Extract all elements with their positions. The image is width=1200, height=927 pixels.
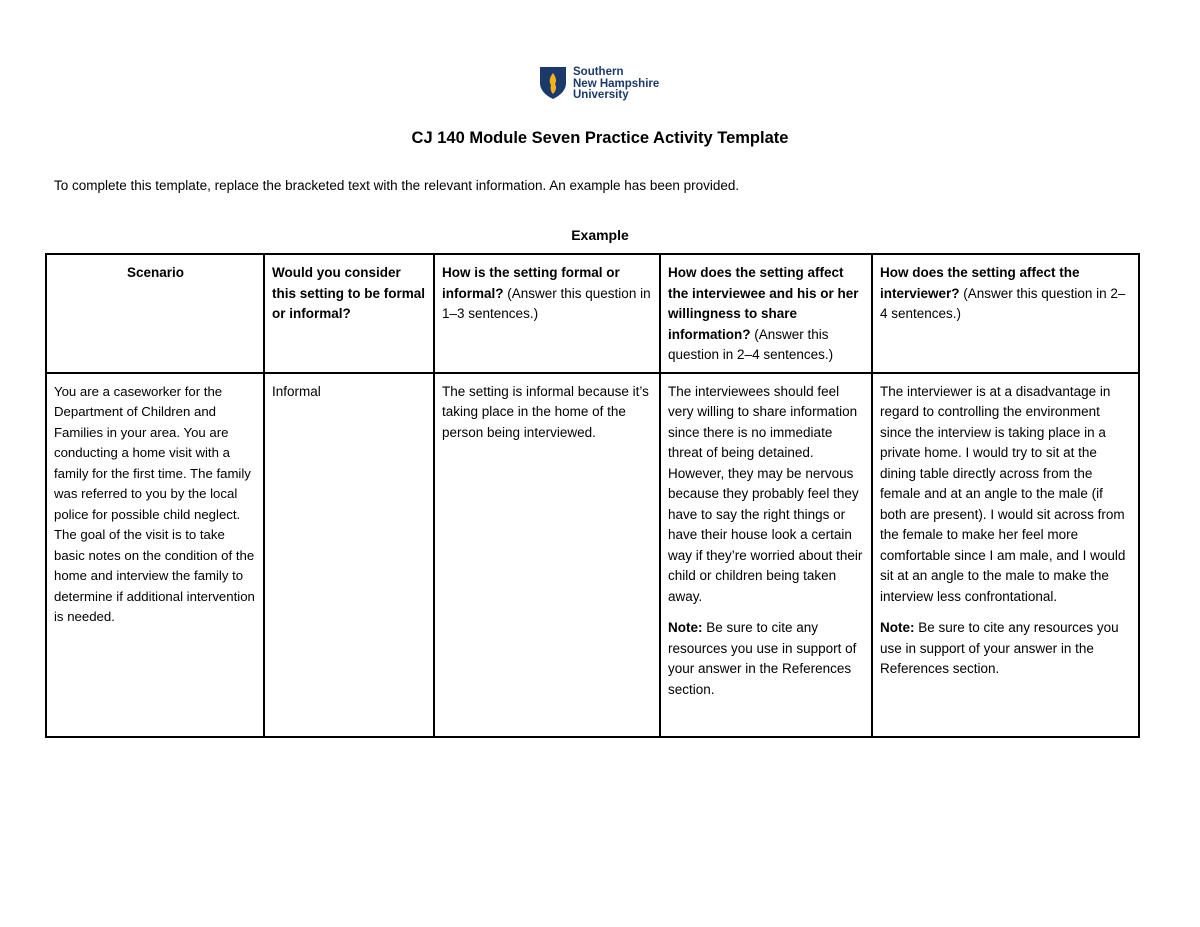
logo-line-2: New Hampshire bbox=[573, 77, 660, 90]
note-text: Be sure to cite any resources you use in support of your answer in the References section. bbox=[880, 620, 1119, 676]
table-header-row bbox=[46, 254, 1139, 373]
cell-formal: Informal bbox=[264, 373, 434, 737]
logo-line-3: University bbox=[573, 89, 629, 101]
header-scenario-label: Scenario bbox=[126, 265, 185, 280]
header-interviewee-question: How does the setting affect the interviewee and his or her willingness to share information? bbox=[668, 265, 859, 342]
snhu-shield-icon bbox=[539, 66, 567, 100]
header-interviewer bbox=[872, 254, 1139, 373]
cell-interviewee-note bbox=[668, 618, 865, 700]
header-interviewer-question: How does the setting affect the interviewer? bbox=[880, 265, 1080, 301]
cell-interviewer bbox=[872, 373, 1139, 737]
cell-interviewee-answer: The interviewees should feel very willing to share information since there is no immediate threat of being detained. However, they may be nervous because they probably feel they have to say the right things or have their house look a certain way if they’re worried about their child or children being taken away. bbox=[668, 383, 863, 604]
cell-interviewer-note bbox=[880, 618, 1132, 680]
header-how bbox=[434, 254, 660, 373]
header-interviewee-hint: (Answer this question in 2–4 sentences.) bbox=[668, 326, 834, 362]
table-row bbox=[46, 373, 1139, 737]
logo-line-1: Southern bbox=[573, 66, 624, 78]
cell-interviewee bbox=[660, 373, 872, 737]
instructions-text: To complete this template, replace the bracketed text with the relevant information. An example has been provided. bbox=[54, 178, 740, 193]
logo-wordmark bbox=[573, 67, 659, 102]
header-how-hint: (Answer this question in 1–3 sentences.) bbox=[442, 285, 651, 321]
header-scenario bbox=[46, 254, 264, 373]
cell-how: The setting is informal because it’s taking place in the home of the person being interviewed. bbox=[434, 373, 660, 737]
cell-interviewer-answer: The interviewer is at a disadvantage in regard to controlling the environment since the interview is taking place in a private home. I would try to sit at the dining table directly across from the female and at an angle to the male (if both are present). I would sit across from the female to make her feel more comfortable since I am male, and I would sit at an angle to the male to make the interview less confrontational. bbox=[880, 383, 1126, 604]
cell-scenario: You are a caseworker for the Department of Children and Families in your area. You are conducting a home visit with a family for the first time. The family was referred to you by the local police for possible child neglect. The goal of the visit is to take basic notes on the condition of the home and interview the family to determine if additional intervention is needed. bbox=[46, 373, 264, 737]
header-formal bbox=[264, 254, 434, 373]
note-label: Note: bbox=[668, 620, 703, 635]
example-heading: Example bbox=[571, 227, 629, 243]
header-interviewer-hint: (Answer this question in 2–4 sentences.) bbox=[880, 285, 1126, 321]
header-how-question: How is the setting formal or informal? bbox=[442, 265, 620, 301]
note-text: Be sure to cite any resources you use in support of your answer in the References section. bbox=[668, 620, 857, 697]
page-title: CJ 140 Module Seven Practice Activity Template bbox=[411, 129, 789, 147]
header-interviewee bbox=[660, 254, 872, 373]
header-formal-question: Would you consider this setting to be formal or informal? bbox=[272, 265, 426, 321]
note-label: Note: bbox=[880, 620, 915, 635]
example-table bbox=[45, 253, 1140, 738]
snhu-logo bbox=[539, 66, 659, 102]
